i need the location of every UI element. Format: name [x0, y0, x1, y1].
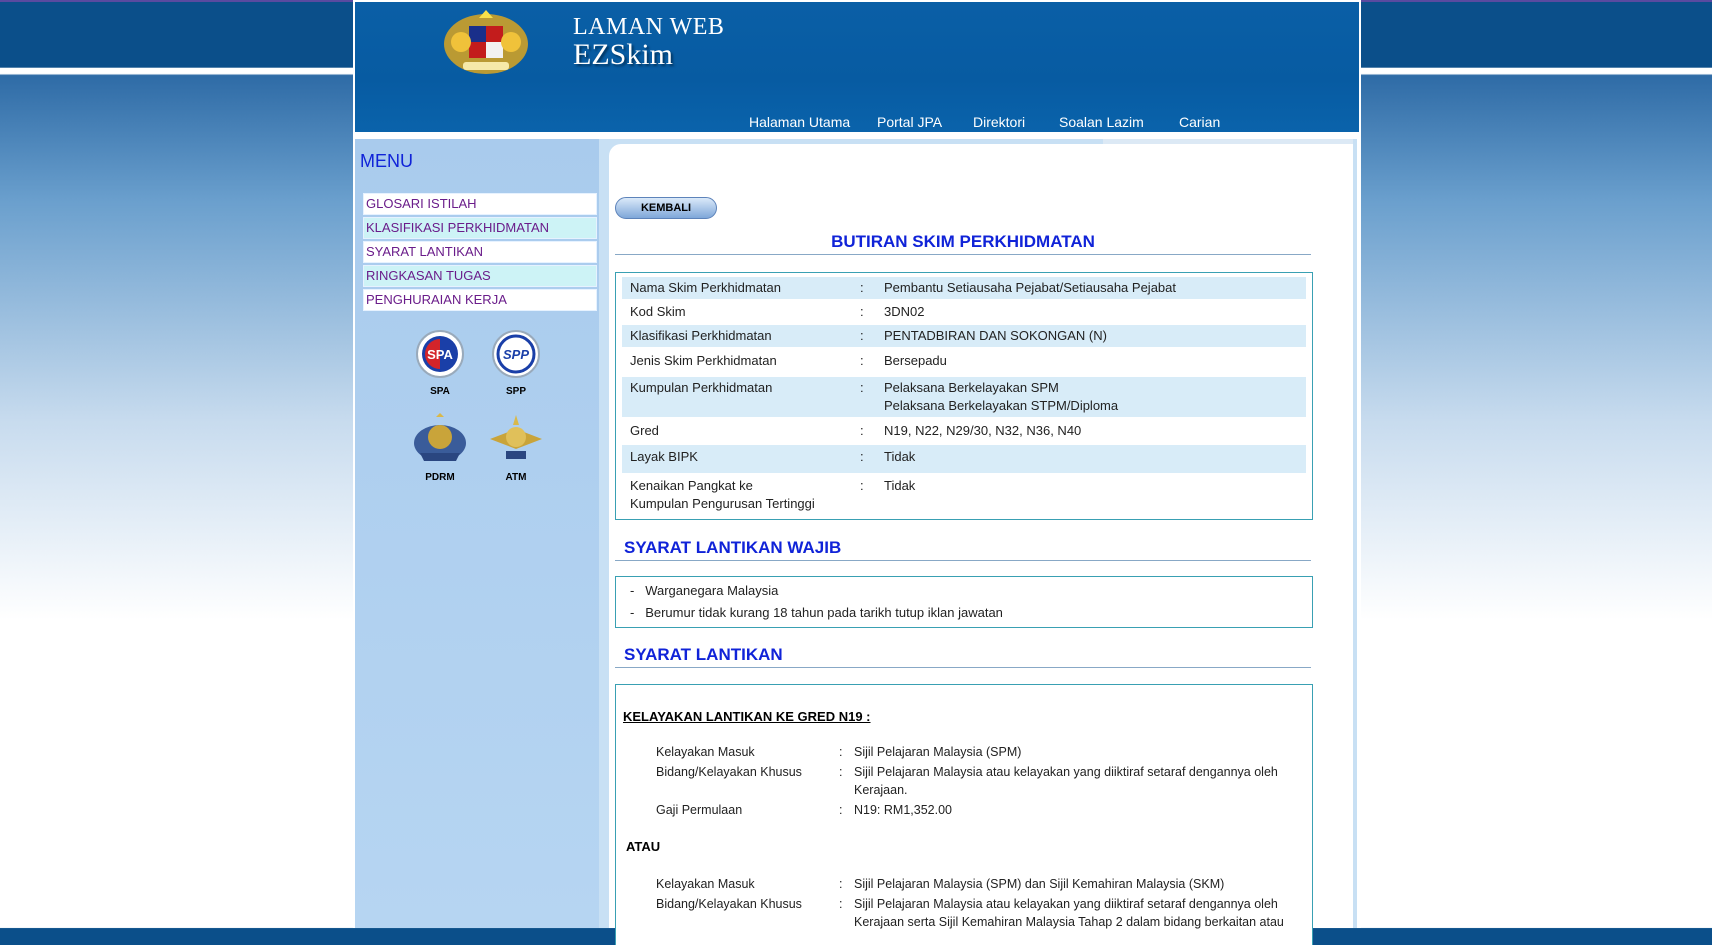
detail-key-line2: Kumpulan Pengurusan Tertinggi — [630, 496, 815, 511]
detail-separator: : — [860, 423, 864, 438]
detail-key: Layak BIPK — [630, 449, 698, 464]
detail-row — [622, 301, 1306, 323]
nav-portal-jpa[interactable]: Portal JPA — [877, 114, 943, 130]
list-bullet: - — [630, 583, 635, 598]
svg-text:SPP: SPP — [502, 347, 530, 362]
qualification-key: Gaji Permulaan — [656, 803, 743, 817]
detail-separator: : — [860, 304, 864, 319]
section-title-lantikan: SYARAT LANTIKAN — [615, 645, 1311, 668]
menu-title: MENU — [360, 151, 413, 171]
detail-row — [622, 349, 1306, 373]
detail-key: Kenaikan Pangkat ke — [630, 478, 753, 493]
nav-soalan-lazim[interactable]: Soalan Lazim — [1059, 114, 1144, 130]
lantikan-panel — [615, 684, 1313, 945]
menu-item-syarat[interactable]: SYARAT LANTIKAN — [363, 241, 597, 263]
back-button[interactable]: KEMBALI — [615, 197, 717, 219]
qualification-separator: : — [839, 803, 843, 817]
logo-atm[interactable] — [481, 413, 551, 483]
detail-value: Pelaksana Berkelayakan SPM — [884, 380, 1059, 395]
qualification-value-line2: Kerajaan. — [854, 783, 908, 797]
detail-row — [622, 377, 1306, 417]
kelayakan-title: KELAYAKAN LANTIKAN KE GRED N19 : — [623, 709, 871, 724]
qualification-key: Bidang/Kelayakan Khusus — [656, 765, 802, 779]
qualification-separator: : — [839, 877, 843, 891]
list-item-text: Warganegara Malaysia — [645, 583, 779, 598]
list-item — [630, 583, 778, 598]
details-panel — [615, 272, 1313, 520]
detail-row — [622, 475, 1306, 515]
detail-value: PENTADBIRAN DAN SOKONGAN (N) — [884, 328, 1107, 343]
detail-row — [622, 325, 1306, 347]
brand-line2: EZSkim — [573, 38, 674, 71]
page-wrapper — [353, 0, 1361, 928]
qualification-key: Bidang/Kelayakan Khusus — [656, 897, 802, 911]
detail-separator: : — [860, 449, 864, 464]
detail-value: 3DN02 — [884, 304, 925, 319]
nav-carian[interactable]: Carian — [1179, 114, 1221, 130]
qualification-key: Kelayakan Masuk — [656, 745, 755, 759]
logo-pdrm-label: PDRM — [425, 472, 455, 483]
pdrm-logo-icon — [412, 413, 468, 465]
nav-direktori[interactable]: Direktori — [973, 114, 1026, 130]
detail-key: Gred — [630, 423, 659, 438]
sidebar — [355, 139, 599, 928]
logo-atm-label: ATM — [505, 472, 527, 483]
qualification-separator: : — [839, 897, 843, 911]
detail-key: Klasifikasi Perkhidmatan — [630, 328, 772, 343]
logo-spa-label: SPA — [430, 386, 450, 397]
menu-item-ringkasan[interactable]: RINGKASAN TUGAS — [363, 265, 597, 287]
section-title-wajib: SYARAT LANTIKAN WAJIB — [615, 538, 1311, 561]
qualification-value: N19: RM1,352.00 — [854, 803, 952, 817]
detail-key: Kumpulan Perkhidmatan — [630, 380, 773, 395]
detail-separator: : — [860, 280, 864, 295]
detail-key: Kod Skim — [630, 304, 686, 319]
spp-logo-icon — [491, 329, 541, 379]
brand-line1: LAMAN WEB — [573, 14, 725, 40]
qualification-separator: : — [839, 745, 843, 759]
detail-key: Jenis Skim Perkhidmatan — [630, 353, 777, 368]
detail-separator: : — [860, 353, 864, 368]
logo-spp-label: SPP — [505, 386, 526, 397]
logo-pdrm[interactable] — [405, 413, 475, 483]
detail-value: Tidak — [884, 478, 916, 493]
qualification-value: Sijil Pelajaran Malaysia (SPM) — [854, 745, 1022, 759]
detail-key: Nama Skim Perkhidmatan — [630, 280, 781, 295]
site-header — [355, 2, 1359, 132]
page-title: BUTIRAN SKIM PERKHIDMATAN — [615, 232, 1311, 255]
qualification-value-line2: Kerajaan serta Sijil Kemahiran Malaysia Tahap 2 dalam bidang berkaitan atau — [854, 915, 1284, 929]
detail-value: Tidak — [884, 449, 916, 464]
menu-list — [363, 193, 597, 313]
menu-item-klasifikasi[interactable]: KLASIFIKASI PERKHIDMATAN — [363, 217, 597, 239]
qualification-key: Kelayakan Masuk — [656, 877, 755, 891]
detail-value: N19, N22, N29/30, N32, N36, N40 — [884, 423, 1082, 438]
detail-row — [622, 445, 1306, 473]
atau-label: ATAU — [626, 839, 661, 854]
detail-value-line2: Pelaksana Berkelayakan STPM/Diploma — [884, 398, 1119, 413]
coat-of-arms-icon — [441, 8, 531, 80]
qualification-separator: : — [839, 765, 843, 779]
qualification-value: Sijil Pelajaran Malaysia (SPM) dan Sijil Kemahiran Malaysia (SKM) — [854, 877, 1225, 891]
qualification-value: Sijil Pelajaran Malaysia atau kelayakan yang diiktiraf setaraf dengannya oleh — [854, 765, 1278, 779]
list-item-text: Berumur tidak kurang 18 tahun pada tarikh tutup iklan jawatan — [645, 605, 1003, 620]
detail-separator: : — [860, 478, 864, 493]
logo-spp[interactable] — [481, 329, 551, 397]
menu-item-penghuraian[interactable]: PENGHURAIAN KERJA — [363, 289, 597, 311]
detail-row — [622, 419, 1306, 443]
wajib-panel — [615, 576, 1313, 628]
detail-value: Bersepadu — [884, 353, 947, 368]
svg-text:SPA: SPA — [427, 347, 453, 362]
detail-separator: : — [860, 328, 864, 343]
nav-halaman-utama[interactable]: Halaman Utama — [749, 114, 851, 130]
detail-separator: : — [860, 380, 864, 395]
detail-value: Pembantu Setiausaha Pejabat/Setiausaha Pejabat — [884, 280, 1176, 295]
spa-logo-icon — [415, 329, 465, 379]
atm-logo-icon — [488, 413, 544, 465]
menu-item-glosari[interactable]: GLOSARI ISTILAH — [363, 193, 597, 215]
list-bullet: - — [630, 605, 635, 620]
qualification-value: Sijil Pelajaran Malaysia atau kelayakan yang diiktiraf setaraf dengannya oleh — [854, 897, 1278, 911]
list-item — [630, 605, 1003, 620]
detail-row — [622, 277, 1306, 299]
logo-spa[interactable] — [405, 329, 475, 397]
